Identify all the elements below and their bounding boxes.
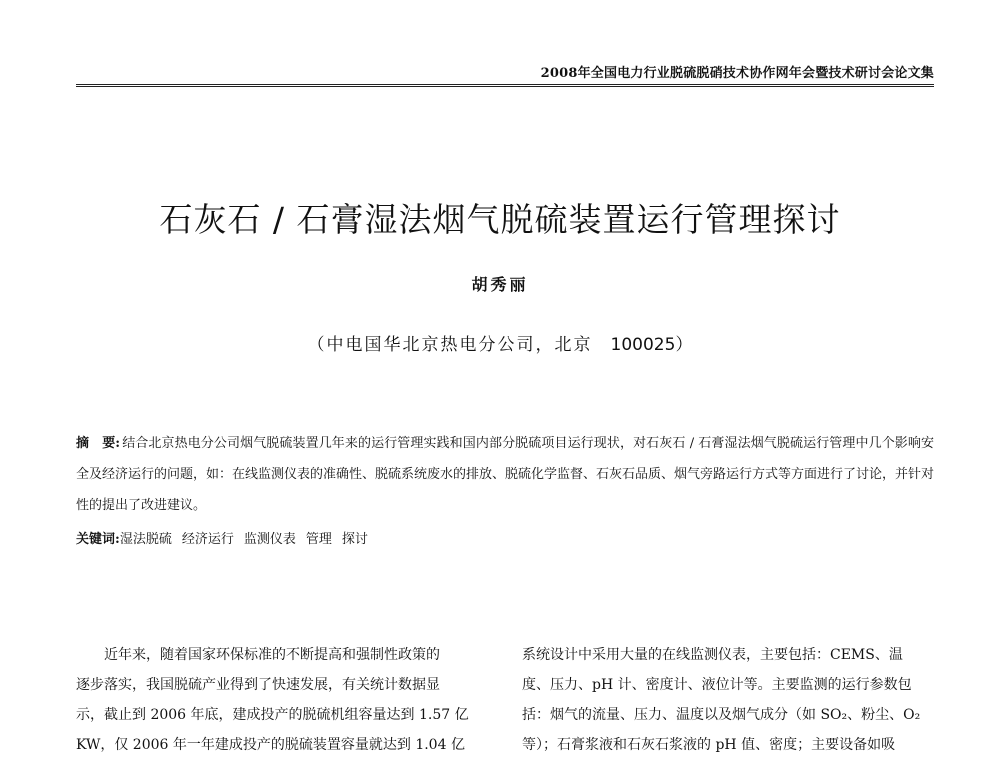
body-text-line: 等）；石膏浆液和石灰石浆液的 pH 值、密度；主要设备如吸 <box>522 737 896 753</box>
postal-code: 100025） <box>610 335 693 355</box>
body-right-column <box>522 640 932 760</box>
abstract-text: 结合北京热电分公司烟气脱硫装置几年来的运行管理实践和国内部分脱硫项目运行现状，对石灰石 / 石膏湿法烟气脱硫运行管理中几个影响安全及经济运行的问题，如：在线监测仪表的准确性、脱硫系统废水的排放、脱硫化学监督、石灰石品质、烟气旁路运行方式等方面进行了讨论，并针对性的提出了改进建议。 <box>76 436 935 513</box>
body-text-line: 度、压力、pH 计、密度计、液位计等。主要监测的运行参数包 <box>522 677 912 693</box>
header-rule-secondary <box>76 86 934 87</box>
keyword-item: 经济运行 <box>181 532 234 547</box>
header-rule <box>76 84 934 85</box>
keyword-item: 管理 <box>305 532 332 547</box>
abstract-label: 摘 要: <box>76 436 121 451</box>
paper-title: 石灰石 / 石膏湿法烟气脱硫装置运行管理探讨 <box>159 200 841 239</box>
body-text-line: 近年来，随着国家环保标准的不断提高和强制性政策的 <box>76 647 440 663</box>
proceedings-header: 2008年全国电力行业脱硫脱硝技术协作网年会暨技术研讨会论文集 <box>540 66 934 81</box>
body-text-line: 系统设计中采用大量的在线监测仪表，主要包括：CEMS、温 <box>522 647 903 663</box>
body-text-line: 示，截止到 2006 年底，建成投产的脱硫机组容量达到 1.57 亿 <box>76 707 469 723</box>
body-text-line: 逐步落实，我国脱硫产业得到了快速发展，有关统计数据显 <box>76 677 440 693</box>
keyword-item: 监测仪表 <box>243 532 296 547</box>
body-text-line: 括：烟气的流量、压力、温度以及烟气成分（如 SO₂、粉尘、O₂ <box>522 707 921 723</box>
body-text-line: KW，仅 2006 年一年建成投产的脱硫装置容量就达到 1.04 亿 <box>76 737 465 753</box>
author-name: 胡秀丽 <box>471 275 529 294</box>
keyword-item: 湿法脱硫 <box>119 532 172 547</box>
affiliation <box>0 330 1000 355</box>
keywords-label: 关键词: <box>76 532 120 547</box>
abstract <box>76 428 934 521</box>
affiliation-text: （中电国华北京热电分公司，北京 <box>307 335 593 355</box>
keyword-item: 探讨 <box>341 532 368 547</box>
keywords <box>76 524 934 555</box>
body-left-column <box>76 640 486 760</box>
